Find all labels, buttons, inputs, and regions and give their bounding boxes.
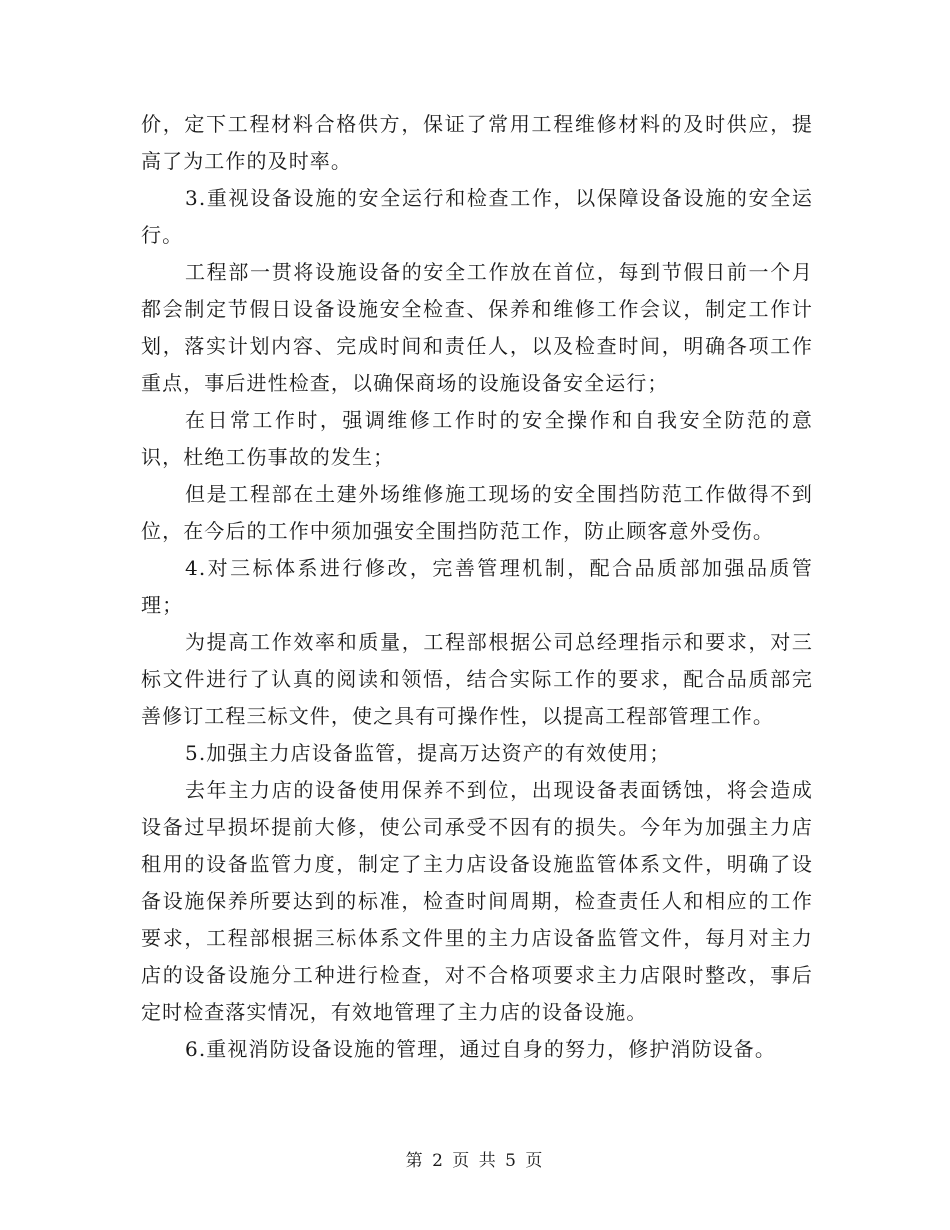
paragraph: 价，定下工程材料合格供方，保证了常用工程维修材料的及时供应，提高了为工作的及时率。	[141, 112, 813, 173]
paragraph: 6.重视消防设备设施的管理，通过自身的努力，修护消防设备。	[185, 1037, 776, 1061]
paragraph: 但是工程部在土建外场维修施工现场的安全围挡防范工作做得不到位，在今后的工作中须加强安全围挡防范工作，防止顾客意外受伤。	[141, 482, 813, 543]
paragraph: 工程部一贯将设施设备的安全工作放在首位，每到节假日前一个月都会制定节假日设备设施安全检查、保养和维修工作会议，制定工作计划，落实计划内容、完成时间和责任人，以及检查时间，明确各项工作重点，事后进性检查，以确保商场的设施设备安全运行；	[141, 260, 813, 395]
paragraph: 5.加强主力店设备监管，提高万达资产的有效使用；	[185, 741, 671, 765]
paragraph: 为提高工作效率和质量，工程部根据公司总经理指示和要求，对三标文件进行了认真的阅读和领悟，结合实际工作的要求，配合品质部完善修订工程三标文件，使之具有可操作性，以提高工程部管理工作。	[141, 630, 813, 728]
paragraph: 3.重视设备设施的安全运行和检查工作，以保障设备设施的安全运行。	[141, 186, 813, 247]
paragraph: 在日常工作时，强调维修工作时的安全操作和自我安全防范的意识，杜绝工伤事故的发生；	[141, 408, 813, 469]
document-body	[141, 106, 813, 1068]
page-number-footer: 第 2 页 共 5 页	[405, 1151, 545, 1171]
paragraph: 4.对三标体系进行修改，完善管理机制，配合品质部加强品质管理；	[141, 556, 813, 617]
paragraph: 去年主力店的设备使用保养不到位，出现设备表面锈蚀，将会造成设备过早损坏提前大修，使公司承受不因有的损失。今年为加强主力店租用的设备监管力度，制定了主力店设备设施监管体系文件，明确了设备设施保养所要达到的标准，检查时间周期，检查责任人和相应的工作要求，工程部根据三标体系文件里的主力店设备监管文件，每月对主力店的设备设施分工种进行检查，对不合格项要求主力店限时整改，事后定时检查落实情况，有效地管理了主力店的设备设施。	[141, 778, 813, 1024]
